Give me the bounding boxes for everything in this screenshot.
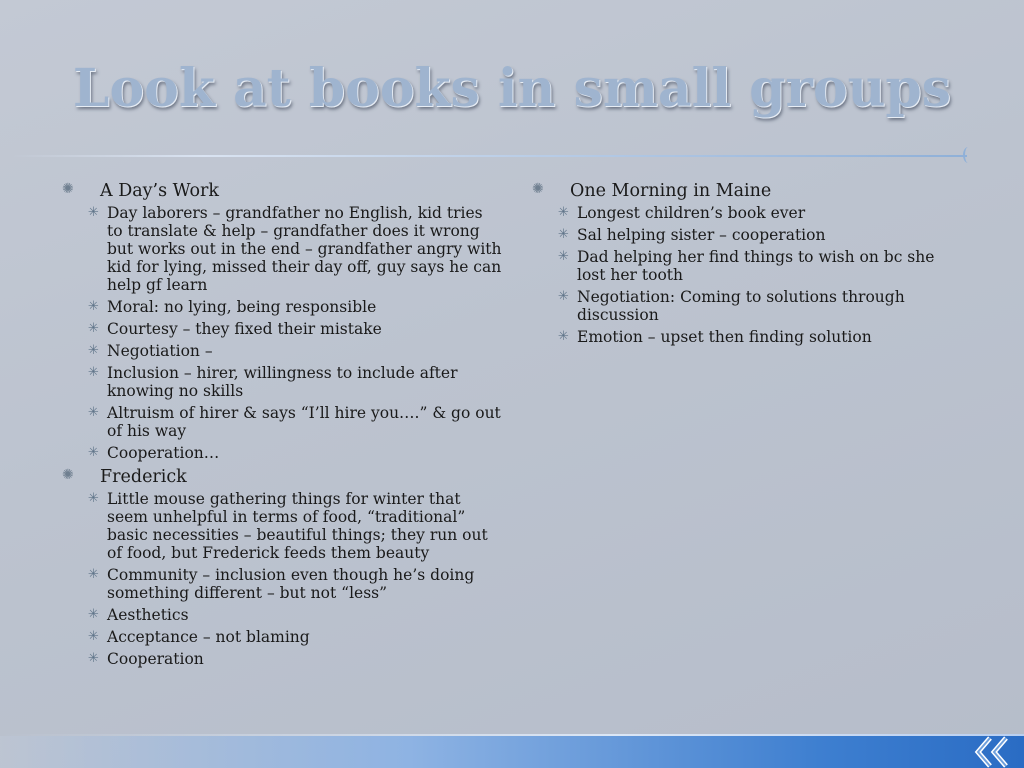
sub-bullet-list — [558, 204, 952, 346]
book-frederick — [62, 466, 502, 668]
book-one-morning-in-maine — [532, 180, 952, 346]
slide-title: Look at books in small groups — [72, 58, 952, 119]
footer-bar — [0, 736, 1024, 768]
list-item — [88, 298, 502, 316]
right-bullet-list — [532, 180, 952, 346]
list-item-text: Cooperation… — [107, 444, 220, 462]
asterisk-bullet-icon: ✳ — [88, 567, 99, 582]
asterisk-bullet-icon: ✳ — [88, 321, 99, 336]
list-item-text: Emotion – upset then finding solution — [577, 328, 872, 346]
list-item — [558, 328, 952, 346]
list-item — [558, 204, 952, 222]
sub-bullet-list — [88, 490, 502, 668]
title-divider-cap — [963, 147, 973, 163]
asterisk-bullet-icon: ✳ — [558, 227, 569, 242]
list-item — [558, 288, 952, 324]
list-item-text: Aesthetics — [107, 606, 189, 624]
list-item — [88, 606, 502, 624]
list-item-text: Inclusion – hirer, willingness to include after knowing no skills — [107, 364, 458, 400]
list-item — [88, 444, 502, 462]
book-a-days-work — [62, 180, 502, 462]
sub-bullet-list — [88, 204, 502, 462]
sun-bullet-icon: ✺ — [62, 467, 74, 483]
left-bullet-list — [62, 180, 502, 668]
list-item-text: Community – inclusion even though he’s doing something different – but not “less” — [107, 566, 475, 602]
asterisk-bullet-icon: ✳ — [88, 629, 99, 644]
list-item — [88, 364, 502, 400]
asterisk-bullet-icon: ✳ — [88, 343, 99, 358]
book-heading: A Day’s Work — [100, 181, 219, 201]
book-heading: One Morning in Maine — [570, 181, 772, 201]
list-item — [88, 204, 502, 294]
list-item — [558, 248, 952, 284]
list-item — [558, 226, 952, 244]
list-item-text: Day laborers – grandfather no English, kid tries to translate & help – grandfather does it wrong but works out in the end – grandfather angry with kid for lying, missed their day off, guy says he can help gf learn — [107, 204, 502, 294]
asterisk-bullet-icon: ✳ — [558, 329, 569, 344]
right-column — [532, 180, 952, 350]
asterisk-bullet-icon: ✳ — [88, 299, 99, 314]
asterisk-bullet-icon: ✳ — [88, 445, 99, 460]
asterisk-bullet-icon: ✳ — [558, 249, 569, 264]
left-column — [62, 180, 502, 672]
sun-bullet-icon: ✺ — [62, 181, 74, 197]
list-item-text: Sal helping sister – cooperation — [577, 226, 826, 244]
list-item — [88, 628, 502, 646]
list-item-text: Longest children’s book ever — [577, 204, 806, 222]
title-divider — [12, 155, 967, 157]
list-item — [88, 342, 502, 360]
list-item-text: Dad helping her find things to wish on bc she lost her tooth — [577, 248, 935, 284]
list-item — [88, 404, 502, 440]
asterisk-bullet-icon: ✳ — [88, 365, 99, 380]
list-item-text: Moral: no lying, being responsible — [107, 298, 377, 316]
list-item-text: Courtesy – they fixed their mistake — [107, 320, 382, 338]
list-item-text: Altruism of hirer & says “I’ll hire you….” & go out of his way — [107, 404, 501, 440]
list-item — [88, 490, 502, 562]
list-item-text: Little mouse gathering things for winter that seem unhelpful in terms of food, “traditional” basic necessities – beautiful things; they run out of food, but Frederick feeds them beauty — [107, 490, 488, 562]
double-chevron-left-icon — [960, 736, 1024, 768]
list-item-text: Negotiation – — [107, 342, 213, 360]
book-heading: Frederick — [100, 467, 187, 487]
asterisk-bullet-icon: ✳ — [88, 405, 99, 420]
sun-bullet-icon: ✺ — [532, 181, 544, 197]
list-item — [88, 650, 502, 668]
asterisk-bullet-icon: ✳ — [88, 205, 99, 220]
list-item — [88, 566, 502, 602]
list-item-text: Negotiation: Coming to solutions through discussion — [577, 288, 905, 324]
list-item — [88, 320, 502, 338]
list-item-text: Acceptance – not blaming — [107, 628, 310, 646]
asterisk-bullet-icon: ✳ — [558, 205, 569, 220]
asterisk-bullet-icon: ✳ — [88, 651, 99, 666]
list-item-text: Cooperation — [107, 650, 204, 668]
asterisk-bullet-icon: ✳ — [558, 289, 569, 304]
asterisk-bullet-icon: ✳ — [88, 491, 99, 506]
asterisk-bullet-icon: ✳ — [88, 607, 99, 622]
